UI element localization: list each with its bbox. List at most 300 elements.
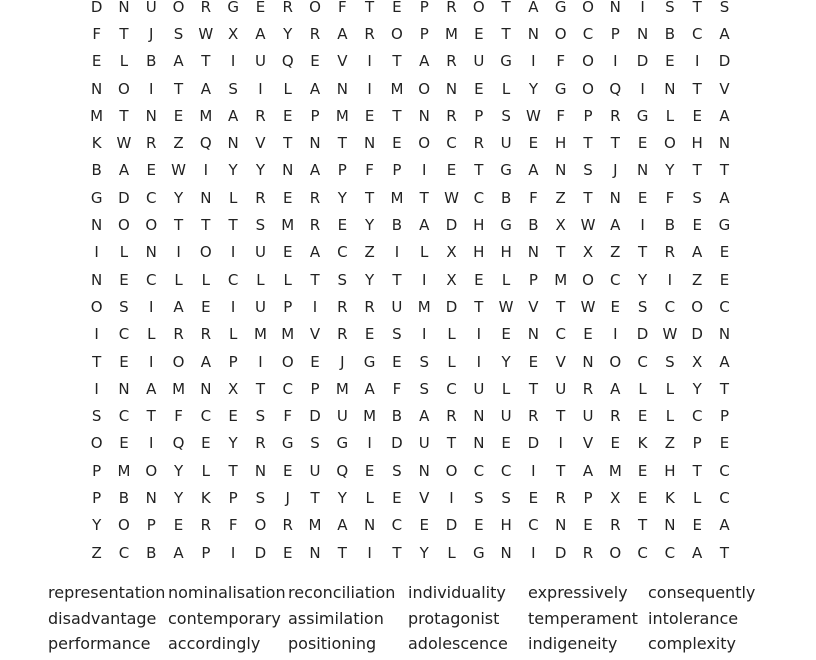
grid-letter[interactable]: O	[90, 434, 103, 453]
grid-letter[interactable]: E	[310, 352, 320, 371]
grid-letter[interactable]: I	[230, 243, 236, 262]
grid-letter[interactable]: E	[501, 325, 511, 344]
grid-letter[interactable]: L	[228, 188, 238, 207]
grid-letter[interactable]: M	[90, 106, 104, 125]
grid-letter[interactable]: R	[582, 543, 594, 562]
grid-letter[interactable]: I	[476, 352, 482, 371]
grid-letter[interactable]: G	[363, 352, 376, 371]
grid-letter[interactable]: M	[281, 216, 295, 235]
grid-letter[interactable]: O	[418, 134, 431, 153]
grid-letter[interactable]: Y	[173, 188, 184, 207]
grid-letter[interactable]: U	[145, 0, 157, 16]
grid-letter[interactable]: M	[281, 325, 295, 344]
grid-letter[interactable]: E	[583, 516, 593, 535]
grid-letter[interactable]: T	[337, 543, 347, 562]
grid-letter[interactable]: E	[282, 461, 293, 480]
grid-letter[interactable]: O	[199, 243, 212, 262]
grid-letter[interactable]: C	[118, 543, 130, 562]
grid-letter[interactable]: N	[418, 461, 430, 480]
grid-letter[interactable]: P	[392, 161, 402, 180]
grid-letter[interactable]: L	[283, 270, 292, 289]
grid-letter[interactable]: A	[228, 106, 239, 125]
grid-letter[interactable]: W	[116, 134, 132, 153]
grid-letter[interactable]: E	[528, 134, 539, 153]
grid-letter[interactable]: L	[283, 79, 292, 98]
grid-letter[interactable]: W	[525, 106, 541, 125]
grid-letter[interactable]: I	[230, 297, 236, 316]
grid-letter[interactable]: U	[418, 434, 430, 453]
grid-letter[interactable]: V	[582, 434, 594, 453]
grid-letter[interactable]: C	[610, 270, 621, 289]
grid-letter[interactable]: I	[694, 52, 700, 71]
grid-letter[interactable]: W	[662, 325, 678, 344]
grid-letter[interactable]: M	[417, 297, 431, 316]
grid-letter[interactable]: U	[336, 407, 348, 426]
grid-letter[interactable]: T	[310, 270, 320, 289]
grid-letter[interactable]: J	[285, 488, 290, 507]
grid-letter[interactable]: P	[146, 516, 156, 535]
grid-letter[interactable]: G	[472, 543, 485, 562]
grid-letter[interactable]: T	[119, 106, 129, 125]
grid-letter[interactable]: N	[145, 243, 157, 262]
grid-letter[interactable]: F	[228, 516, 238, 535]
grid-letter[interactable]: N	[200, 379, 212, 398]
grid-letter[interactable]: O	[118, 79, 130, 98]
grid-letter[interactable]: I	[394, 243, 400, 262]
grid-letter[interactable]: T	[501, 0, 511, 16]
grid-letter[interactable]: P	[283, 297, 293, 316]
grid-letter[interactable]: T	[501, 24, 511, 43]
grid-letter[interactable]: I	[640, 216, 645, 235]
grid-letter[interactable]: I	[667, 270, 673, 289]
grid-letter[interactable]: Y	[337, 488, 347, 507]
grid-letter[interactable]: E	[583, 325, 593, 344]
grid-letter[interactable]: N	[664, 516, 676, 535]
grid-letter[interactable]: T	[556, 407, 566, 426]
grid-letter[interactable]: X	[227, 379, 239, 398]
grid-letter[interactable]: G	[90, 188, 103, 207]
grid-letter[interactable]: E	[501, 434, 511, 453]
grid-letter[interactable]: P	[310, 106, 320, 125]
grid-letter[interactable]: J	[340, 352, 345, 371]
grid-letter[interactable]: T	[365, 0, 375, 16]
grid-letter[interactable]: D	[391, 434, 403, 453]
grid-letter[interactable]: P	[474, 106, 484, 125]
grid-letter[interactable]: E	[610, 297, 621, 316]
grid-letter[interactable]: I	[230, 52, 236, 71]
grid-letter[interactable]: Q	[199, 134, 212, 153]
grid-letter[interactable]: Y	[501, 352, 511, 371]
grid-letter[interactable]: T	[392, 52, 402, 71]
grid-letter[interactable]: T	[392, 106, 402, 125]
grid-letter[interactable]: J	[149, 24, 154, 43]
grid-letter[interactable]: E	[146, 161, 156, 180]
grid-letter[interactable]: P	[583, 488, 593, 507]
grid-letter[interactable]: E	[528, 352, 539, 371]
grid-letter[interactable]: S	[501, 106, 511, 125]
grid-letter[interactable]: O	[445, 461, 458, 480]
grid-letter[interactable]: P	[692, 434, 702, 453]
grid-letter[interactable]: T	[119, 24, 129, 43]
grid-letter[interactable]: M	[172, 379, 186, 398]
grid-letter[interactable]: A	[337, 516, 348, 535]
grid-letter[interactable]: L	[228, 325, 238, 344]
grid-letter[interactable]: P	[201, 543, 211, 562]
grid-letter[interactable]: D	[445, 516, 458, 535]
grid-letter[interactable]: L	[447, 543, 456, 562]
grid-letter[interactable]: R	[337, 325, 348, 344]
grid-letter[interactable]: E	[719, 243, 730, 262]
grid-letter[interactable]: O	[145, 461, 158, 480]
grid-letter[interactable]: N	[91, 216, 103, 235]
grid-letter[interactable]: L	[638, 379, 647, 398]
grid-letter[interactable]: F	[556, 106, 566, 125]
grid-letter[interactable]: I	[149, 434, 154, 453]
grid-letter[interactable]: R	[255, 188, 266, 207]
grid-letter[interactable]: P	[610, 24, 620, 43]
grid-letter[interactable]: L	[501, 270, 511, 289]
grid-letter[interactable]: N	[200, 188, 212, 207]
grid-letter[interactable]: C	[637, 543, 648, 562]
grid-letter[interactable]: L	[447, 325, 456, 344]
grid-letter[interactable]: V	[337, 52, 348, 71]
grid-letter[interactable]: O	[554, 24, 567, 43]
grid-letter[interactable]: I	[258, 352, 263, 371]
grid-letter[interactable]: S	[583, 161, 593, 180]
grid-letter[interactable]: M	[608, 461, 622, 480]
grid-letter[interactable]: G	[281, 434, 294, 453]
grid-letter[interactable]: C	[118, 325, 130, 344]
grid-letter[interactable]: W	[444, 188, 459, 207]
grid-letter[interactable]: Z	[555, 188, 566, 207]
grid-letter[interactable]: N	[500, 543, 512, 562]
grid-letter[interactable]: E	[637, 188, 648, 207]
grid-letter[interactable]: S	[637, 297, 648, 316]
grid-letter[interactable]: V	[419, 488, 430, 507]
grid-letter[interactable]: G	[718, 216, 731, 235]
grid-letter[interactable]: O	[145, 216, 158, 235]
grid-letter[interactable]: M	[199, 106, 213, 125]
grid-letter[interactable]: E	[692, 516, 702, 535]
grid-letter[interactable]: A	[610, 379, 621, 398]
grid-letter[interactable]: T	[228, 461, 238, 480]
grid-letter[interactable]: O	[418, 79, 431, 98]
grid-letter[interactable]: K	[664, 488, 675, 507]
grid-letter[interactable]: E	[392, 352, 402, 371]
grid-letter[interactable]: N	[609, 0, 621, 16]
grid-letter[interactable]: O	[90, 297, 103, 316]
grid-letter[interactable]: T	[528, 379, 538, 398]
grid-letter[interactable]: O	[582, 52, 594, 71]
grid-letter[interactable]: E	[255, 0, 266, 16]
grid-letter[interactable]: E	[173, 516, 184, 535]
grid-letter[interactable]: I	[94, 243, 99, 262]
grid-letter[interactable]: T	[719, 543, 730, 562]
grid-letter[interactable]: F	[174, 407, 183, 426]
grid-letter[interactable]: S	[474, 488, 484, 507]
grid-letter[interactable]: P	[419, 24, 429, 43]
grid-letter[interactable]: D	[445, 216, 458, 235]
grid-letter[interactable]: S	[719, 0, 730, 16]
grid-letter[interactable]: J	[613, 161, 618, 180]
grid-letter[interactable]: A	[719, 352, 730, 371]
grid-letter[interactable]: I	[203, 161, 209, 180]
grid-letter[interactable]: N	[527, 325, 540, 344]
grid-letter[interactable]: I	[94, 325, 99, 344]
grid-letter[interactable]: A	[118, 161, 130, 180]
grid-letter[interactable]: I	[531, 543, 536, 562]
grid-letter[interactable]: T	[692, 79, 702, 98]
grid-letter[interactable]: T	[92, 352, 102, 371]
grid-letter[interactable]: B	[118, 488, 130, 507]
grid-letter[interactable]: T	[201, 216, 211, 235]
grid-letter[interactable]: R	[528, 407, 539, 426]
grid-letter[interactable]: D	[527, 434, 540, 453]
grid-letter[interactable]: E	[337, 216, 348, 235]
grid-letter[interactable]: I	[367, 79, 372, 98]
grid-letter[interactable]: U	[254, 52, 266, 71]
grid-letter[interactable]: N	[118, 379, 130, 398]
grid-letter[interactable]: E	[665, 52, 675, 71]
grid-letter[interactable]: T	[692, 0, 702, 16]
grid-letter[interactable]: G	[227, 0, 239, 16]
grid-letter[interactable]: U	[555, 379, 567, 398]
grid-letter[interactable]: C	[446, 379, 457, 398]
grid-letter[interactable]: Q	[609, 79, 622, 98]
grid-letter[interactable]: E	[610, 434, 621, 453]
grid-letter[interactable]: L	[201, 270, 211, 289]
grid-letter[interactable]: A	[528, 161, 539, 180]
grid-letter[interactable]: M	[117, 461, 131, 480]
grid-letter[interactable]: N	[282, 161, 294, 180]
grid-letter[interactable]: T	[556, 297, 566, 316]
grid-letter[interactable]: T	[583, 188, 593, 207]
grid-letter[interactable]: Z	[610, 243, 621, 262]
grid-letter[interactable]: T	[365, 188, 375, 207]
grid-letter[interactable]: Y	[365, 216, 375, 235]
grid-letter[interactable]: U	[254, 243, 266, 262]
grid-letter[interactable]: U	[473, 52, 485, 71]
grid-letter[interactable]: N	[364, 516, 376, 535]
grid-letter[interactable]: C	[227, 270, 239, 289]
grid-letter[interactable]: X	[610, 488, 621, 507]
grid-letter[interactable]: K	[91, 134, 102, 153]
grid-letter[interactable]: Q	[281, 52, 294, 71]
grid-letter[interactable]: A	[364, 379, 375, 398]
grid-letter[interactable]: C	[337, 243, 348, 262]
grid-letter[interactable]: I	[367, 543, 372, 562]
grid-letter[interactable]: C	[582, 24, 594, 43]
grid-letter[interactable]: T	[228, 216, 238, 235]
grid-letter[interactable]: M	[363, 407, 377, 426]
grid-letter[interactable]: R	[446, 52, 457, 71]
grid-letter[interactable]: R	[337, 297, 348, 316]
grid-letter[interactable]: S	[665, 0, 675, 16]
grid-letter[interactable]: P	[337, 161, 347, 180]
grid-letter[interactable]: D	[718, 52, 731, 71]
grid-letter[interactable]: T	[556, 243, 566, 262]
grid-letter[interactable]: X	[446, 243, 457, 262]
grid-letter[interactable]: E	[364, 325, 375, 344]
grid-letter[interactable]: D	[636, 52, 649, 71]
grid-letter[interactable]: O	[118, 216, 130, 235]
grid-letter[interactable]: I	[149, 352, 154, 371]
grid-letter[interactable]: T	[719, 379, 730, 398]
grid-letter[interactable]: T	[173, 216, 184, 235]
grid-letter[interactable]: Y	[283, 24, 293, 43]
grid-letter[interactable]: D	[90, 0, 103, 16]
grid-letter[interactable]: A	[309, 243, 321, 262]
grid-letter[interactable]: L	[665, 379, 675, 398]
grid-letter[interactable]: I	[640, 79, 645, 98]
grid-letter[interactable]: N	[418, 106, 430, 125]
grid-letter[interactable]: P	[92, 488, 102, 507]
grid-letter[interactable]: I	[94, 379, 99, 398]
grid-letter[interactable]: F	[365, 161, 374, 180]
grid-letter[interactable]: P	[310, 379, 320, 398]
grid-letter[interactable]: D	[309, 407, 321, 426]
grid-letter[interactable]: N	[636, 24, 649, 43]
grid-letter[interactable]: X	[555, 216, 566, 235]
grid-letter[interactable]: B	[664, 216, 676, 235]
grid-letter[interactable]: I	[312, 297, 318, 316]
grid-letter[interactable]: N	[91, 270, 103, 289]
grid-letter[interactable]: L	[119, 243, 129, 262]
grid-letter[interactable]: M	[253, 325, 267, 344]
grid-letter[interactable]: Z	[91, 543, 102, 562]
grid-letter[interactable]: U	[254, 297, 266, 316]
grid-letter[interactable]: G	[554, 79, 567, 98]
grid-letter[interactable]: I	[421, 161, 427, 180]
grid-letter[interactable]: R	[255, 434, 266, 453]
grid-letter[interactable]: C	[200, 407, 212, 426]
grid-letter[interactable]: S	[91, 407, 102, 426]
grid-letter[interactable]: R	[473, 134, 485, 153]
grid-letter[interactable]: A	[309, 161, 321, 180]
grid-letter[interactable]: O	[663, 134, 676, 153]
grid-letter[interactable]: E	[228, 407, 238, 426]
grid-letter[interactable]: U	[582, 407, 594, 426]
grid-letter[interactable]: B	[391, 216, 403, 235]
grid-letter[interactable]: S	[337, 270, 348, 289]
grid-letter[interactable]: R	[582, 379, 594, 398]
grid-letter[interactable]: T	[283, 134, 293, 153]
grid-letter[interactable]: F	[338, 0, 347, 16]
grid-letter[interactable]: A	[719, 24, 730, 43]
grid-letter[interactable]: R	[446, 407, 457, 426]
grid-letter[interactable]: O	[391, 24, 403, 43]
grid-letter[interactable]: C	[664, 543, 676, 562]
grid-letter[interactable]: D	[445, 297, 458, 316]
grid-letter[interactable]: I	[149, 79, 154, 98]
grid-letter[interactable]: L	[665, 106, 675, 125]
grid-letter[interactable]: R	[555, 488, 566, 507]
grid-letter[interactable]: L	[201, 461, 211, 480]
grid-letter[interactable]: E	[91, 52, 102, 71]
grid-letter[interactable]: I	[558, 434, 563, 453]
grid-letter[interactable]: A	[528, 0, 539, 16]
grid-letter[interactable]: V	[255, 134, 266, 153]
grid-letter[interactable]: E	[474, 24, 484, 43]
grid-letter[interactable]: H	[691, 134, 703, 153]
grid-letter[interactable]: T	[474, 161, 484, 180]
grid-letter[interactable]: H	[500, 243, 512, 262]
grid-letter[interactable]: P	[228, 352, 238, 371]
grid-letter[interactable]: Z	[692, 270, 703, 289]
grid-letter[interactable]: A	[173, 297, 184, 316]
grid-letter[interactable]: W	[580, 216, 596, 235]
grid-letter[interactable]: S	[392, 325, 402, 344]
grid-letter[interactable]: L	[174, 270, 183, 289]
grid-letter[interactable]: E	[364, 106, 375, 125]
grid-letter[interactable]: Y	[692, 379, 702, 398]
grid-letter[interactable]: A	[610, 216, 621, 235]
grid-letter[interactable]: M	[390, 79, 404, 98]
grid-letter[interactable]: X	[446, 270, 457, 289]
grid-letter[interactable]: Y	[173, 461, 184, 480]
grid-letter[interactable]: E	[474, 516, 484, 535]
grid-letter[interactable]: E	[692, 216, 702, 235]
grid-letter[interactable]: A	[692, 243, 703, 262]
grid-letter[interactable]: L	[501, 79, 511, 98]
grid-letter[interactable]: S	[228, 79, 238, 98]
grid-letter[interactable]: T	[556, 461, 566, 480]
grid-letter[interactable]: R	[664, 243, 676, 262]
grid-letter[interactable]: R	[146, 134, 157, 153]
grid-letter[interactable]: N	[718, 325, 731, 344]
grid-letter[interactable]: B	[146, 52, 157, 71]
grid-letter[interactable]: M	[335, 106, 349, 125]
grid-letter[interactable]: A	[719, 516, 730, 535]
grid-letter[interactable]: P	[719, 407, 729, 426]
grid-letter[interactable]: R	[200, 0, 212, 16]
grid-letter[interactable]: A	[146, 379, 157, 398]
grid-letter[interactable]: Z	[173, 134, 184, 153]
grid-letter[interactable]: U	[391, 297, 403, 316]
grid-letter[interactable]: T	[692, 161, 702, 180]
grid-letter[interactable]: E	[310, 52, 320, 71]
grid-letter[interactable]: Z	[664, 434, 676, 453]
grid-letter[interactable]: N	[473, 407, 485, 426]
grid-letter[interactable]: L	[501, 379, 511, 398]
grid-letter[interactable]: C	[118, 407, 130, 426]
grid-letter[interactable]: B	[146, 543, 157, 562]
grid-letter[interactable]: O	[582, 79, 594, 98]
grid-letter[interactable]: E	[201, 297, 211, 316]
grid-letter[interactable]: K	[637, 434, 648, 453]
grid-letter[interactable]: D	[636, 325, 649, 344]
grid-letter[interactable]: I	[531, 461, 536, 480]
grid-letter[interactable]: A	[200, 79, 211, 98]
grid-letter[interactable]: C	[664, 297, 676, 316]
grid-letter[interactable]: H	[473, 216, 485, 235]
grid-letter[interactable]: G	[500, 52, 512, 71]
grid-letter[interactable]: U	[309, 461, 321, 480]
grid-letter[interactable]: E	[282, 243, 293, 262]
grid-letter[interactable]: V	[528, 297, 539, 316]
grid-letter[interactable]: B	[391, 407, 403, 426]
grid-letter[interactable]: H	[473, 243, 485, 262]
grid-letter[interactable]: R	[309, 24, 321, 43]
grid-letter[interactable]: U	[500, 407, 512, 426]
grid-letter[interactable]: N	[527, 24, 540, 43]
grid-letter[interactable]: C	[691, 407, 703, 426]
grid-letter[interactable]: Y	[337, 188, 347, 207]
grid-letter[interactable]: I	[476, 325, 482, 344]
grid-letter[interactable]: R	[364, 24, 375, 43]
grid-letter[interactable]: I	[640, 0, 645, 16]
grid-letter[interactable]: R	[446, 106, 457, 125]
